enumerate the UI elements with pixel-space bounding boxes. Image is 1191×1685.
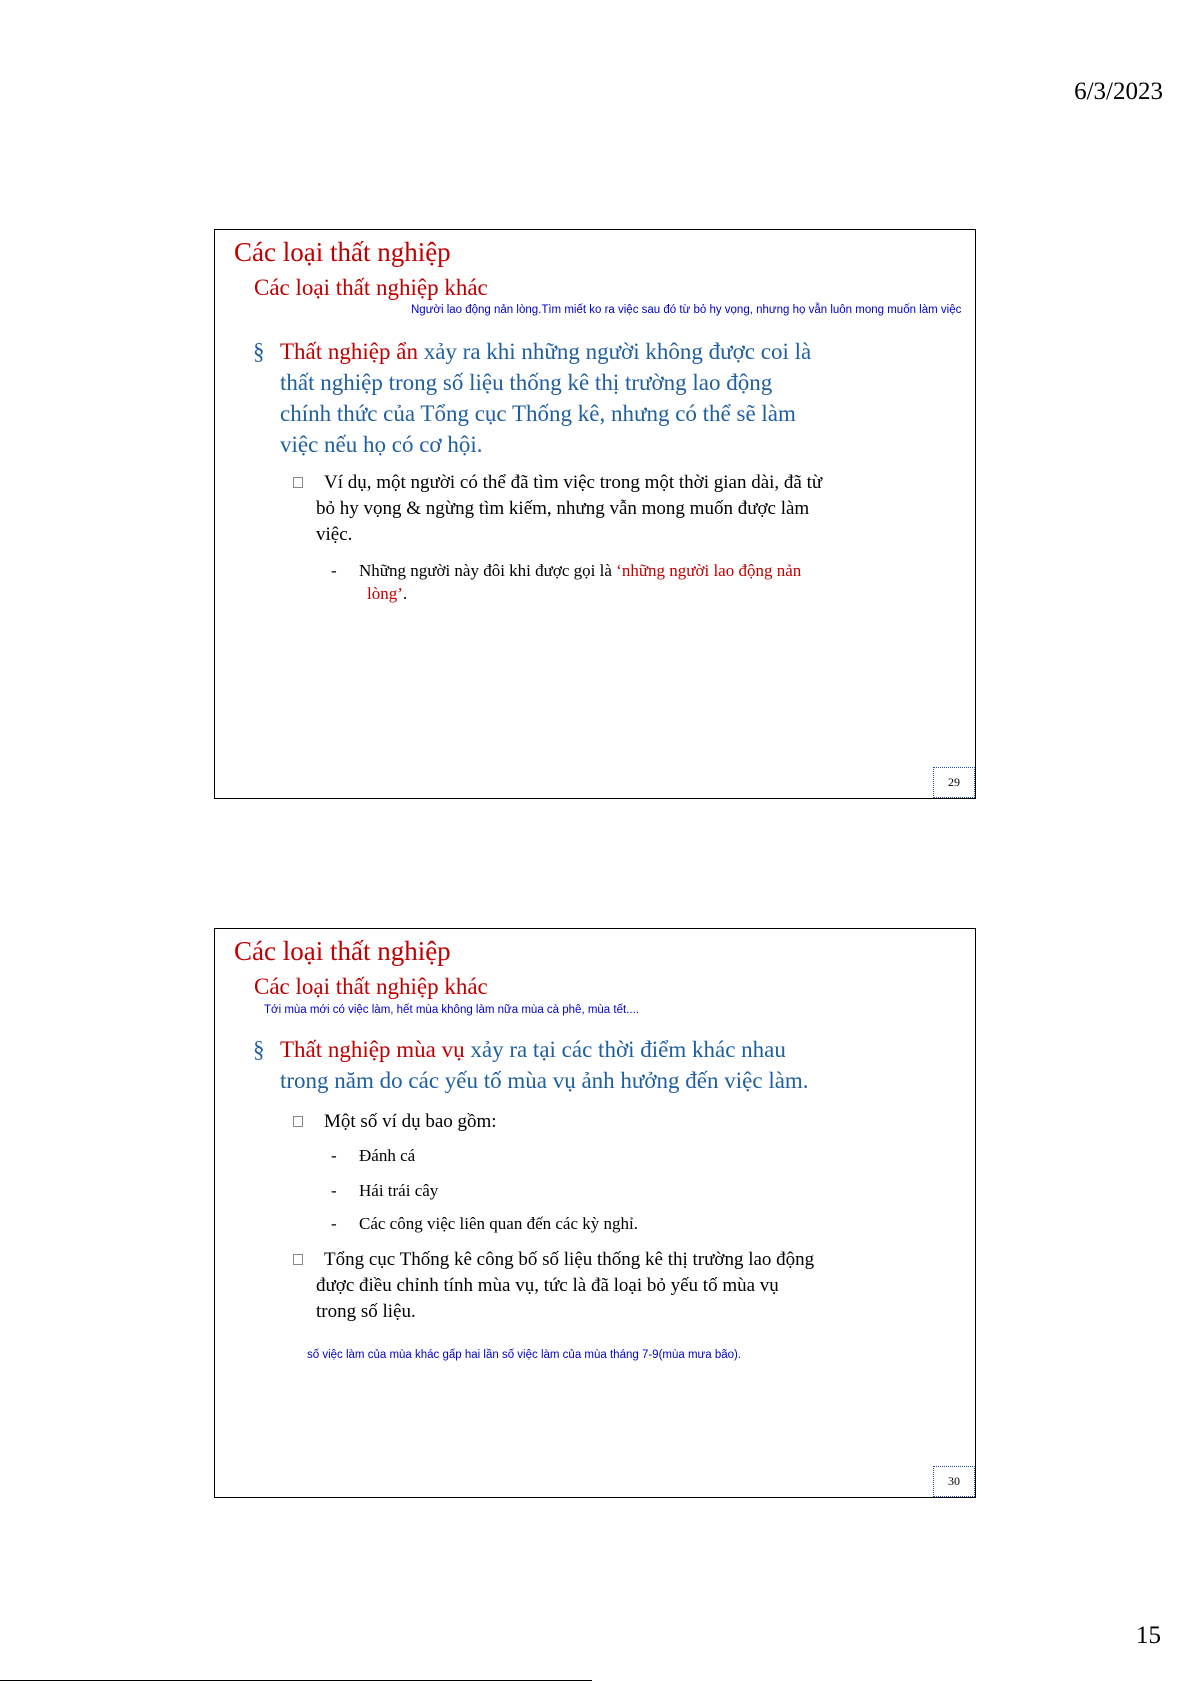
handwritten-note: Người lao động nản lòng.Tìm miết ko ra việc sau đó từ bỏ hy vọng, nhưng họ vẫn luôn mong muốn làm việc (411, 304, 962, 316)
sub-bullet (293, 470, 893, 548)
dash-symbol: - (331, 1214, 337, 1233)
handwritten-note: số việc làm của mùa khác gấp hai lần số việc làm của mùa tháng 7-9(mùa mưa bão). (307, 1349, 742, 1361)
square-bullet-icon (293, 1254, 303, 1265)
sub-line2: được điều chỉnh tính mùa vụ, tức là đã loại bỏ yếu tố mùa vụ (316, 1275, 779, 1296)
dash-text: Các công việc liên quan đến các kỳ nghỉ. (359, 1214, 638, 1233)
main-bullet (253, 336, 893, 460)
main-bullet (253, 1034, 893, 1096)
square-bullet-icon (293, 477, 303, 488)
sub-line3: việc. (316, 524, 353, 545)
dash-text: Đánh cá (359, 1146, 416, 1165)
slide-number: 30 (933, 1466, 975, 1497)
bullet-line1: xảy ra tại các thời điểm khác nhau (464, 1037, 786, 1062)
footer-rule (0, 1680, 592, 1681)
bullet-line1: xảy ra khi những người không được coi là (417, 339, 812, 364)
square-bullet-icon (293, 1116, 303, 1127)
handwritten-note: Tới mùa mới có việc làm, hết mùa không làm nữa mùa cà phê, mùa tết.... (264, 1004, 639, 1016)
bullet-line4: việc nếu họ có cơ hội. (280, 432, 483, 457)
bullet-line3: chính thức của Tổng cục Thống kê, nhưng có thể sẽ làm (280, 401, 796, 426)
slide-number: 29 (933, 767, 975, 798)
bullet-term: Thất nghiệp ẩn (280, 339, 418, 364)
dash-item (331, 1144, 871, 1167)
bullet-line2: trong năm do các yếu tố mùa vụ ảnh hưởng đến việc làm. (280, 1068, 809, 1093)
page-date: 6/3/2023 (1074, 78, 1163, 105)
bullet-symbol: § (253, 339, 265, 364)
dash-symbol: - (331, 1181, 337, 1200)
bullet-term: Thất nghiệp mùa vụ (280, 1037, 465, 1062)
dash-highlight-cont: lòng’ (367, 584, 403, 603)
bullet-symbol: § (253, 1037, 265, 1062)
slide-subtitle: Các loại thất nghiệp khác (254, 275, 488, 300)
dash-text: Những người này đôi khi được gọi là (359, 561, 617, 580)
slide-title: Các loại thất nghiệp (234, 237, 451, 267)
dash-symbol: - (331, 561, 337, 580)
dash-end: . (402, 584, 408, 603)
slide-30 (214, 928, 976, 1498)
sub-line3: trong số liệu. (316, 1301, 416, 1322)
dash-symbol: - (331, 1146, 337, 1165)
sub-line1: Tổng cục Thống kê công bố số liệu thống kê thị trường lao động (324, 1249, 815, 1270)
sub-bullet (293, 1109, 893, 1135)
dash-item (331, 1179, 871, 1202)
sub-line1: Ví dụ, một người có thể đã tìm việc trong một thời gian dài, đã từ (324, 472, 823, 493)
slide-subtitle: Các loại thất nghiệp khác (254, 974, 488, 999)
dash-bullet (331, 559, 871, 605)
sub-text: Một số ví dụ bao gồm: (324, 1111, 497, 1132)
bullet-line2: thất nghiệp trong số liệu thống kê thị trường lao động (280, 370, 773, 395)
dash-item (331, 1212, 871, 1235)
dash-text: Hái trái cây (359, 1181, 439, 1200)
sub-bullet (293, 1247, 893, 1325)
page-number: 15 (1136, 1622, 1161, 1649)
sub-line2: bỏ hy vọng & ngừng tìm kiếm, nhưng vẫn mong muốn được làm (316, 498, 810, 519)
slide-29 (214, 229, 976, 799)
dash-highlight: ‘những người lao động nản (616, 561, 802, 580)
slide-title: Các loại thất nghiệp (234, 936, 451, 966)
